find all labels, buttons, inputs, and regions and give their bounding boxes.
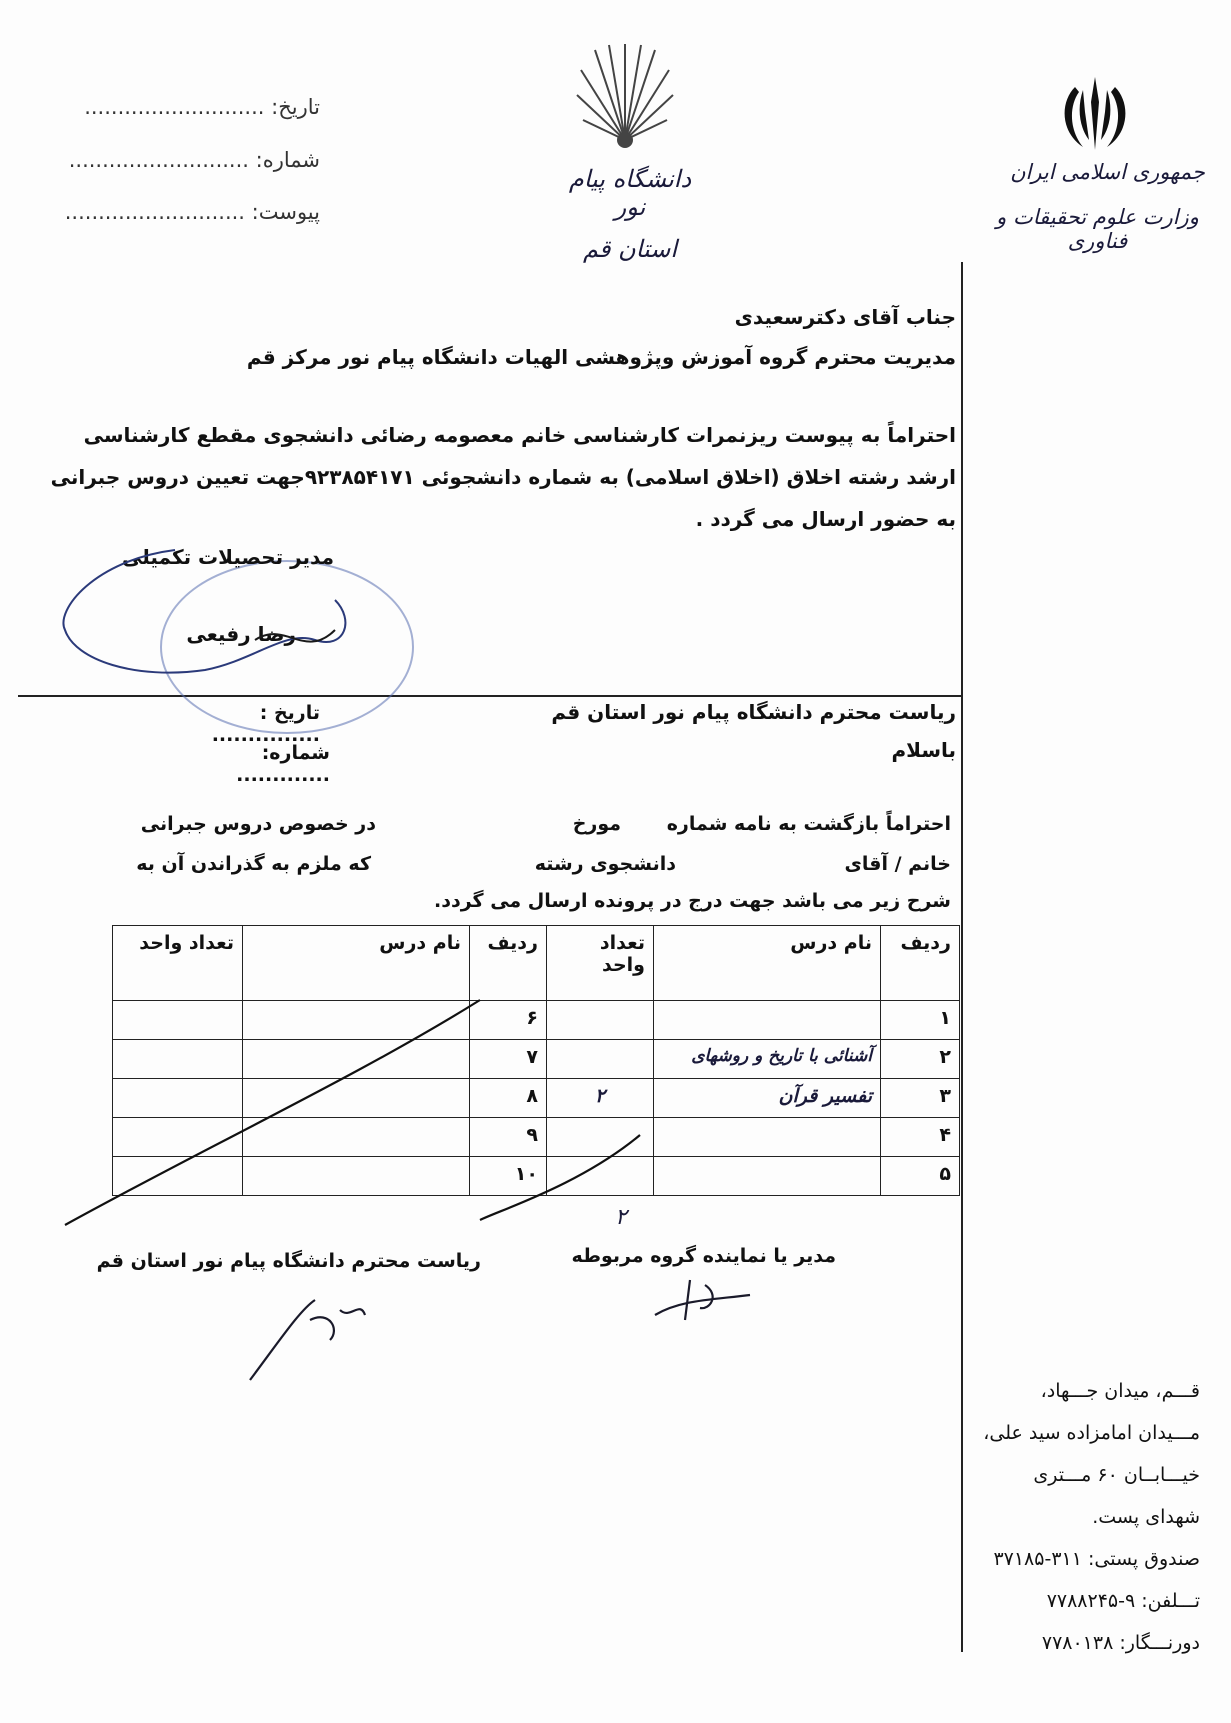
- signer-name: رضا رفیعی: [186, 622, 296, 646]
- header-row-no-2: ردیف: [470, 926, 547, 1001]
- reply-date-label: تاریخ :: [259, 702, 320, 724]
- addressee: جناب آقای دکترسعیدی: [734, 305, 956, 329]
- cell-row-no-2: ۱۰: [470, 1157, 547, 1196]
- header-course-name: نام درس: [654, 926, 881, 1001]
- header-course-name-2: نام درس: [243, 926, 470, 1001]
- address-block: [968, 1370, 1200, 1664]
- signature-icon: [55, 540, 395, 700]
- president-signature-icon: [240, 1280, 380, 1390]
- cell-row-no: ۴: [881, 1118, 960, 1157]
- reply-line2-a: خانم / آقای: [844, 853, 951, 875]
- address-line-4: شهدای پست.: [1092, 1506, 1200, 1528]
- cell-course: تفسیر قرآن: [654, 1079, 881, 1118]
- header-date: [60, 95, 320, 119]
- cell-row-no-2: ۶: [470, 1001, 547, 1040]
- address-pobox: صندوق پستی: ۳۱۱-۳۷۱۸۵: [993, 1548, 1200, 1570]
- signer-title: مدیر تحصیلات تکمیلی: [121, 545, 334, 569]
- cell-course: [654, 1118, 881, 1157]
- header-attachment: [60, 200, 320, 224]
- number-label: شماره:: [255, 148, 320, 172]
- university-logo-icon: [575, 40, 675, 150]
- address-line-1: قـــم، میدان جـــهاد،: [1040, 1380, 1200, 1402]
- address-fax: دورنـــگار: ۷۷۸۰۱۳۸: [1041, 1632, 1200, 1654]
- reply-to: ریاست محترم دانشگاه پیام نور استان قم: [551, 700, 956, 724]
- attachment-label: پیوست:: [251, 200, 320, 224]
- reply-number: [170, 742, 330, 786]
- reply-line1-b: مورخ: [572, 813, 621, 835]
- iran-emblem-icon: [1055, 72, 1135, 157]
- cell-row-no: ۳: [881, 1079, 960, 1118]
- table-total: ۲: [615, 1205, 627, 1230]
- header-number: [60, 148, 320, 172]
- cell-row-no-2: ۸: [470, 1079, 547, 1118]
- address-line-2: مـــیدان امامزاده سید علی،: [983, 1422, 1200, 1444]
- reply-line2-c: که ملزم به گذراندن آن به: [136, 853, 371, 875]
- body-line-1: احتراماً به پیوست ریزنمرات کارشناسی خانم معصومه رضائی دانشجوی مقطع کارشناسی: [83, 423, 956, 447]
- reply-number-dots: .............: [236, 764, 330, 786]
- vertical-divider: [961, 262, 963, 1652]
- reply-greeting: باسلام: [891, 738, 956, 762]
- cell-course: [654, 1157, 881, 1196]
- number-dots: ...........................: [68, 148, 249, 172]
- reply-date: [160, 702, 320, 746]
- date-dots: ...........................: [84, 95, 265, 119]
- cell-row-no: ۵: [881, 1157, 960, 1196]
- cell-row-no: ۲: [881, 1040, 960, 1079]
- reply-line1-c: در خصوص دروس جبرانی: [140, 813, 376, 835]
- cell-course: [654, 1001, 881, 1040]
- university-province: استان قم: [582, 235, 678, 263]
- date-label: تاریخ:: [271, 95, 320, 119]
- republic-name: جمهوری اسلامی ایران: [1010, 160, 1205, 184]
- cell-row-no-2: ۷: [470, 1040, 547, 1079]
- cell-row-no-2: ۹: [470, 1118, 547, 1157]
- reply-line2-b: دانشجوی رشته: [534, 853, 676, 875]
- body-line-3: به حضور ارسال می گردد .: [695, 507, 956, 531]
- group-manager: مدیر یا نماینده گروه مربوطه: [571, 1245, 836, 1267]
- reply-date-dots: ...............: [211, 724, 320, 746]
- cell-row-no: ۱: [881, 1001, 960, 1040]
- address-line-3: خیـــابــان ۶۰ مـــتری: [1033, 1464, 1200, 1486]
- header-units: تعداد واحد: [547, 926, 654, 1001]
- ministry-name: وزارت علوم تحقیقات و فناوری: [996, 205, 1199, 253]
- manager-signature-icon: [650, 1270, 770, 1330]
- attachment-dots: ...........................: [64, 200, 245, 224]
- address-phone: تـــلفن: ۹-۷۷۸۸۲۴۵: [1046, 1590, 1200, 1612]
- table-header-row: [113, 926, 960, 1001]
- addressee-title: مدیریت محترم گروه آموزش وپژوهشی الهیات دانشگاه پیام نور مرکز قم: [246, 345, 956, 369]
- header-units-2: تعداد واحد: [113, 926, 243, 1001]
- reply-number-label: شماره:: [261, 742, 330, 764]
- cell-units: ۲: [547, 1079, 654, 1118]
- header-row-no: ردیف: [881, 926, 960, 1001]
- body-line-2: ارشد رشته اخلاق (اخلاق اسلامی) به شماره دانشجوئی ۹۲۳۸۵۴۱۷۱جهت تعیین دروس جبرانی: [50, 465, 956, 489]
- reply-line1-a: احتراماً بازگشت به نامه شماره: [666, 813, 951, 835]
- strike-line-icon: [60, 995, 660, 1235]
- president: ریاست محترم دانشگاه پیام نور استان قم: [96, 1250, 481, 1272]
- university-name: دانشگاه پیام نور: [568, 165, 692, 221]
- cell-course: آشنائی با تاریخ و روشهای: [654, 1040, 881, 1079]
- reply-line3: شرح زیر می باشد جهت درج در پرونده ارسال می گردد.: [434, 890, 951, 912]
